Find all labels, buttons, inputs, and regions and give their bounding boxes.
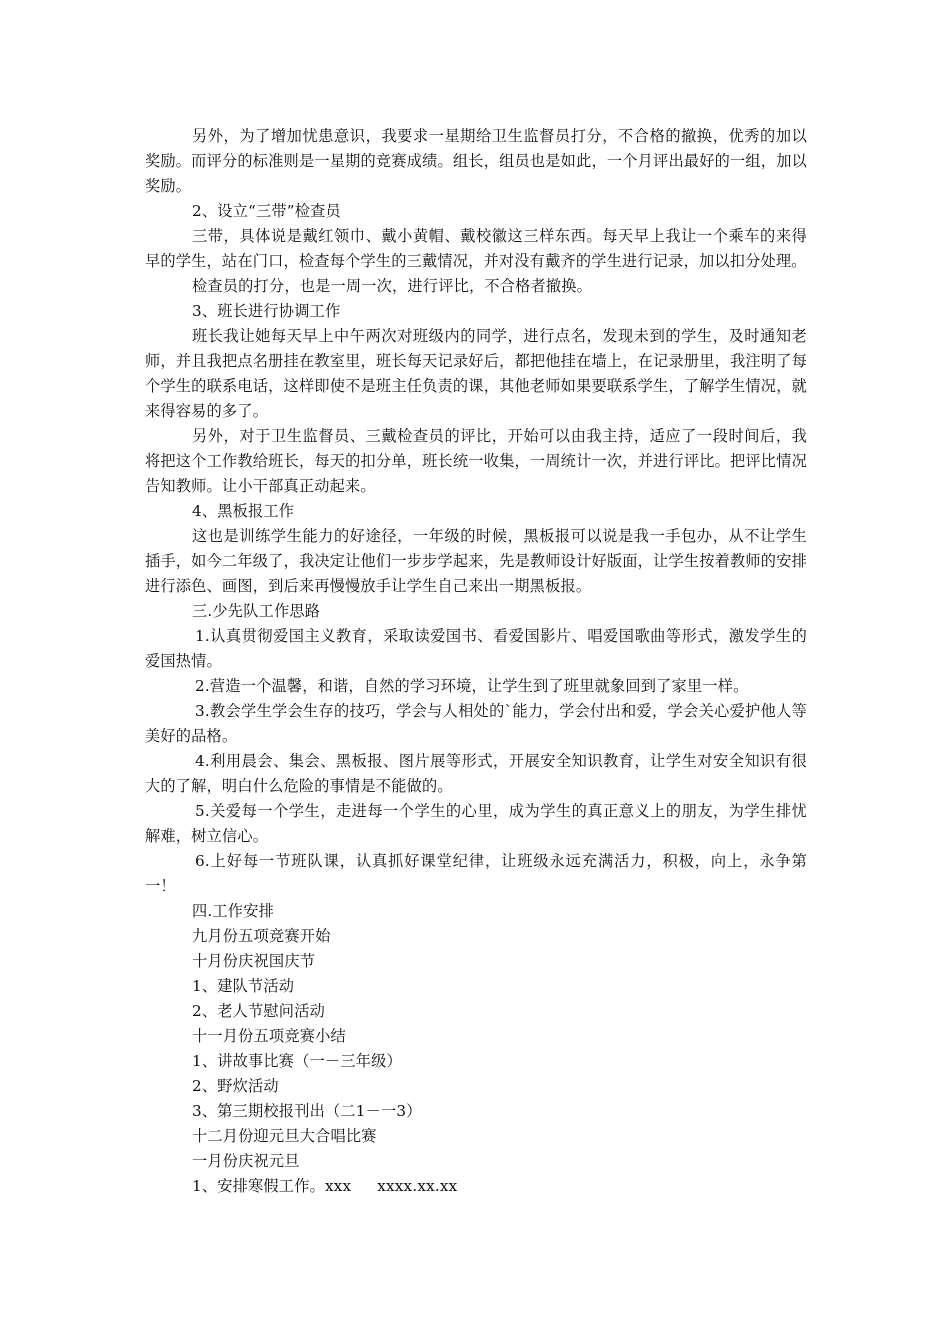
schedule-line: 2、老人节慰问活动 xyxy=(192,1002,325,1020)
schedule-line: 1、讲故事比赛（一－三年级） xyxy=(192,1052,402,1070)
schedule-line: 九月份五项竞赛开始 xyxy=(192,927,331,945)
schedule-line: 1、建队节活动 xyxy=(192,977,295,995)
paragraph: 这也是训练学生能力的好途径，一年级的时候，黑板报可以说是我一手包办，从不让学生插手，如今二年级了，我决定让他们一步步学起来，先是教师设计好版面，让学生按着教师的安排进行添色、画图，到后来再慢慢放手让学生自己来出一期黑板报。 xyxy=(145,527,807,595)
schedule-line: 十二月份迎元旦大合唱比赛 xyxy=(192,1127,377,1145)
schedule-line: 一月份庆祝元旦 xyxy=(192,1152,300,1170)
numbered-item: 4.利用晨会、集会、黑板报、图片展等形式，开展安全知识教育，让学生对安全知识有很大的了解，明白什么危险的事情是不能做的。 xyxy=(145,752,807,795)
numbered-item: 2.营造一个温馨，和谐，自然的学习环境，让学生到了班里就象回到了家里一样。 xyxy=(195,677,749,695)
closing-line xyxy=(145,1174,807,1199)
paragraph: 另外，为了增加忧患意识，我要求一星期给卫生监督员打分，不合格的撤换，优秀的加以奖励。而评分的标准则是一星期的竞赛成绩。组长，组员也是如此，一个月评出最好的一组，加以奖励。 xyxy=(145,127,807,195)
paragraph: 检查员的打分，也是一周一次，进行评比，不合格者撤换。 xyxy=(192,277,593,295)
section-heading: 四.工作安排 xyxy=(192,902,274,920)
document-date: xxxx.xx.xx xyxy=(377,1177,458,1195)
numbered-item: 1.认真贯彻爱国主义教育，采取读爱国书、看爱国影片、唱爱国歌曲等形式，激发学生的爱国热情。 xyxy=(145,627,807,670)
schedule-line: 2、野炊活动 xyxy=(192,1077,279,1095)
paragraph: 班长我让她每天早上中午两次对班级内的同学，进行点名，发现未到的学生，及时通知老师，并且我把点名册挂在教室里，班长每天记录好后，都把他挂在墙上，在记录册里，我注明了每个学生的联系电话，这样即使不是班主任负责的课，其他老师如果要联系学生，了解学生情况，就来得容易的多了。 xyxy=(145,327,807,420)
document-body xyxy=(145,124,807,1199)
section-heading: 三.少先队工作思路 xyxy=(192,602,321,620)
closing-item: 1、安排寒假工作。 xyxy=(192,1177,325,1195)
schedule-line: 3、第三期校报刊出（二1－一3） xyxy=(192,1102,422,1120)
schedule-line: 十一月份五项竞赛小结 xyxy=(192,1027,346,1045)
author-name: xxx xyxy=(324,1177,352,1195)
schedule-line: 十月份庆祝国庆节 xyxy=(192,952,316,970)
paragraph: 另外，对于卫生监督员、三戴检查员的评比，开始可以由我主持，适应了一段时间后，我将把这个工作教给班长，每天的扣分单，班长统一收集，一周统计一次，并进行评比。把评比情况告知教师。让小干部真正动起来。 xyxy=(145,427,807,495)
section-heading: 3、班长进行协调工作 xyxy=(192,302,341,320)
numbered-item: 6.上好每一节班队课，认真抓好课堂纪律，让班级永远充满活力，积极，向上，永争第一！ xyxy=(145,852,807,895)
paragraph: 三带，具体说是戴红领巾、戴小黄帽、戴校徽这三样东西。每天早上我让一个乘车的来得早的学生，站在门口，检查每个学生的三戴情况，并对没有戴齐的学生进行记录，加以扣分处理。 xyxy=(145,227,807,270)
numbered-item: 5.关爱每一个学生，走进每一个学生的心里，成为学生的真正意义上的朋友，为学生排忧解难，树立信心。 xyxy=(145,802,807,845)
section-heading: 4、黑板报工作 xyxy=(192,502,295,520)
section-heading: 2、设立“三带”检查员 xyxy=(192,202,341,220)
numbered-item: 3.教会学生学会生存的技巧，学会与人相处的`能力，学会付出和爱，学会关心爱护他人等美好的品格。 xyxy=(145,702,807,745)
